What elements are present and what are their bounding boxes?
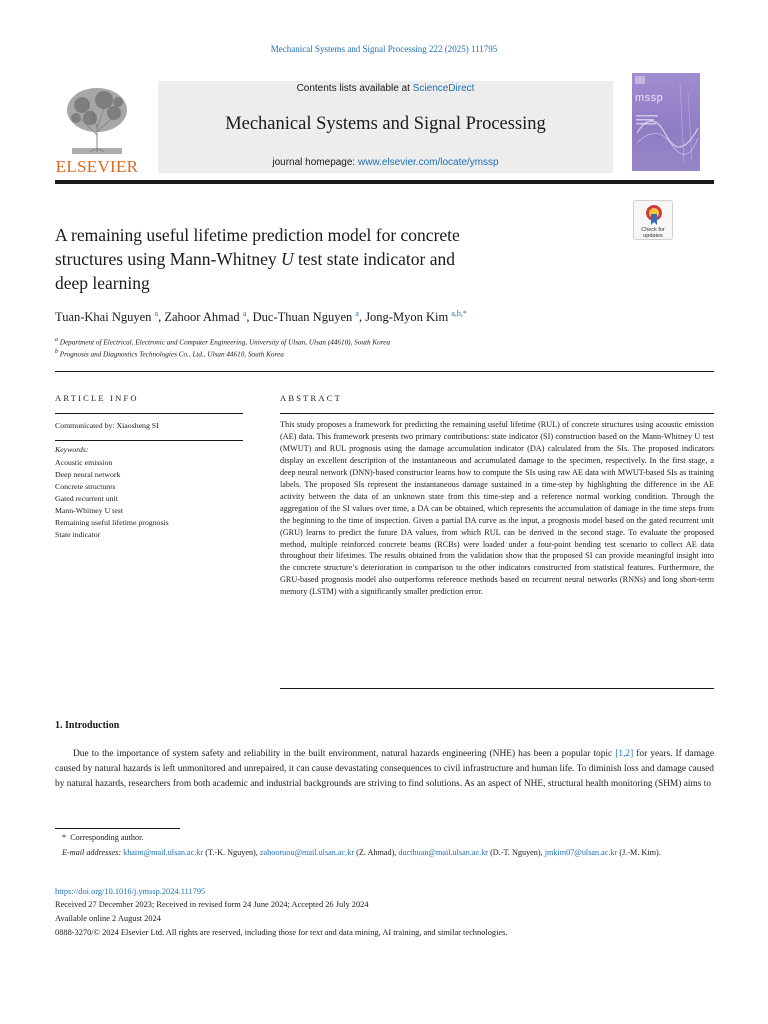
homepage-link[interactable]: www.elsevier.com/locate/ymssp [358,157,499,168]
journal-reference-link[interactable]: Mechanical Systems and Signal Processing 222 (2025) 111795 [270,44,498,54]
check-for-updates-line2: updates [643,233,663,239]
cover-art [632,73,700,171]
affiliation-a-text: Department of Electrical, Electronic and Computer Engineering, University of Ulsan, Ulsan (44610), South Korea [59,338,391,347]
author-name[interactable]: Zahoor Ahmad [164,310,240,325]
email-link[interactable]: zahooruou@mail.ulsan.ac.kr [259,848,355,857]
author-affiliation-marker[interactable]: a,b,* [451,309,467,318]
affiliation-b [55,349,284,358]
title-line-2-end: test state indicator and [293,249,455,269]
author-affiliation-marker[interactable]: a [242,309,247,318]
affiliation-a [55,337,390,346]
author-name[interactable]: Tuan-Khai Nguyen [55,310,152,325]
corresponding-text: Corresponding author. [70,833,144,842]
sciencedirect-link[interactable]: ScienceDirect [412,83,475,94]
journal-title: Mechanical Systems and Signal Processing [225,114,546,134]
author-affiliation-marker[interactable]: a [355,309,359,318]
email-link[interactable]: khaint@mail.ulsan.ac.kr [123,848,204,857]
title-u-symbol: U [281,249,294,269]
available-online-date: Available online 2 August 2024 [55,914,161,923]
cover-title: mssp [635,92,664,104]
email-addresses [62,846,714,859]
crossmark-icon [645,204,663,226]
keyword-item: Remaining useful lifetime prognosis [55,518,169,527]
author-name[interactable]: Duc-Thuan Nguyen [252,310,353,325]
email-link[interactable]: ducthuan@mail.ulsan.ac.kr [398,848,489,857]
journal-header-band [158,81,613,173]
affiliation-marker-b: b [55,349,58,355]
intro-text-start: Due to the importance of system safety and reliability in the built environment, natural hazards engineering (NHE) has been a popular topic [73,749,616,759]
email-owner: (Z. Ahmad), [354,848,399,857]
title-line-2-start: structures using Mann-Whitney [55,249,281,269]
author-affiliation-marker[interactable]: a [154,309,159,318]
introduction-paragraph [55,747,714,792]
received-dates: Received 27 December 2023; Received in revised form 24 June 2024; Accepted 26 July 2024 [55,900,369,909]
email-owner: (J.-M. Kim). [617,848,661,857]
abstract-rule [280,413,714,414]
intro-text-end: for years. If damage caused by natural hazards is left unmonitored and unrepaired, it can cause devastating consequences to civil infrastructure and human life. To diminish loss and damage caused by natural hazards, researchers from both academic and industrial backgrounds are striving to find solutions. As an aspect of NHE, structural health monitoring (SHM) aims to [55,749,714,789]
abstract-heading: ABSTRACT [280,393,342,403]
author-list: Tuan-Khai Nguyen $^a$, Zahoor Ahmad $^a$, Duc-Thuan Nguyen $^a$, Jong-Myon Kim $^{a,b,*}$ [55,309,467,325]
email-owner: (T.-K. Nguyen), [203,848,260,857]
corresponding-author-note [62,833,143,842]
title-line-3: deep learning [55,273,150,293]
header-rule [55,180,714,184]
paper-title [55,223,615,295]
email-label: E-mail addresses: [62,848,122,857]
doi-link[interactable]: https://doi.org/10.1016/j.ymssp.2024.111795 [55,887,206,896]
title-line-1: A remaining useful lifetime prediction model for concrete [55,225,460,245]
journal-homepage [158,157,613,168]
affiliation-b-text: Prognosis and Diagnostics Technologies Co., Ltd., Ulsan 44610, South Korea [59,350,284,359]
keyword-item: Gated recurrent unit [55,494,118,503]
email-link[interactable]: jmkim07@ulsan.ac.kr [544,848,618,857]
keyword-item: Concrete structures [55,482,116,491]
affiliation-marker-a: a [55,337,58,343]
check-for-updates-label [634,227,672,239]
check-for-updates-line1: Check for [641,227,665,233]
abstract-bottom-rule [280,688,714,689]
article-info-heading: ARTICLE INFO [55,393,139,403]
corresponding-marker: * [62,833,67,842]
check-for-updates-badge[interactable] [633,200,673,240]
contents-availability [158,83,613,94]
keyword-item: Deep neural network [55,470,121,479]
section-rule [55,371,714,372]
introduction-heading: 1. Introduction [55,720,120,731]
keywords-list [55,457,169,541]
article-info-rule [55,413,243,414]
citation-link[interactable]: [1,2] [615,749,634,759]
contents-prefix: Contents lists available at [296,83,413,94]
keyword-item: Mann-Whitney U test [55,506,123,515]
article-info-rule [55,440,243,441]
title-line-2 [55,247,615,271]
homepage-prefix: journal homepage: [272,157,358,168]
publisher-name: ELSEVIER [55,157,139,176]
footnote-rule [55,828,180,829]
email-owner: (D.-T. Nguyen), [488,848,545,857]
author-name[interactable]: Jong-Myon Kim [365,310,449,325]
keywords-heading: Keywords: [55,445,89,454]
abstract-text: This study proposes a framework for predicting the remaining useful lifetime (RUL) of concrete structures using acoustic emission (AE) data. This framework presents two primary contributions: state indicator (SI) construction based on the Mann-Whitney U test (MWUT) and RUL prognosis using the damage accumulation indicator (DA) calculated from the SIs. The proposed indicators display an excellent description of the instantaneous and accumulated damage to the specimen, respectively. In the first stage, a deep neural network (DNN)-based constructor learns how to compute the SIs using raw AE data with MWUT-based SIs as training labels. The proposed SIs represent the instantaneous damage sustained in a time-step by highlighting the difference in the AE activity between the data of an unknown state from this time-step and a reference normal working condition. Through the aggregation of the SI values over time, a DA can be obtained, which represents the accumulation of damage in the time steps from the beginning to the time of inspection. Given a partial DA curve as the input, a prognosis model based on the gated recurrent unit (GRU) learns to predict the future DA values, from which RUL can be derived in the second stage. To evaluate the proposed method, multiple reinforced concrete beams (RCBs) were loaded under a four-point bending test scenario to collect AE data throughout their lifetimes. The results obtained from the validation show that the proposed SI can provide meaningful insight into the concrete structure’s deterioration in comparison to the other indicators constructed from statistical features. Furthermore, the GRU-based prognosis model also outperforms reference methods based on recurrent neural networks (RNNs) and long short-term memory (LSTM) with a significantly smaller prediction error. [280,420,714,597]
keyword-item: State indicator [55,530,101,539]
communicated-by: Communicated by: Xiaosheng SI [55,421,159,430]
journal-cover-image[interactable] [632,73,700,171]
keyword-item: Acoustic emission [55,458,113,467]
copyright-notice: 0888-3270/© 2024 Elsevier Ltd. All rights are reserved, including those for text and data mining, AI training, and similar technologies. [55,928,508,937]
